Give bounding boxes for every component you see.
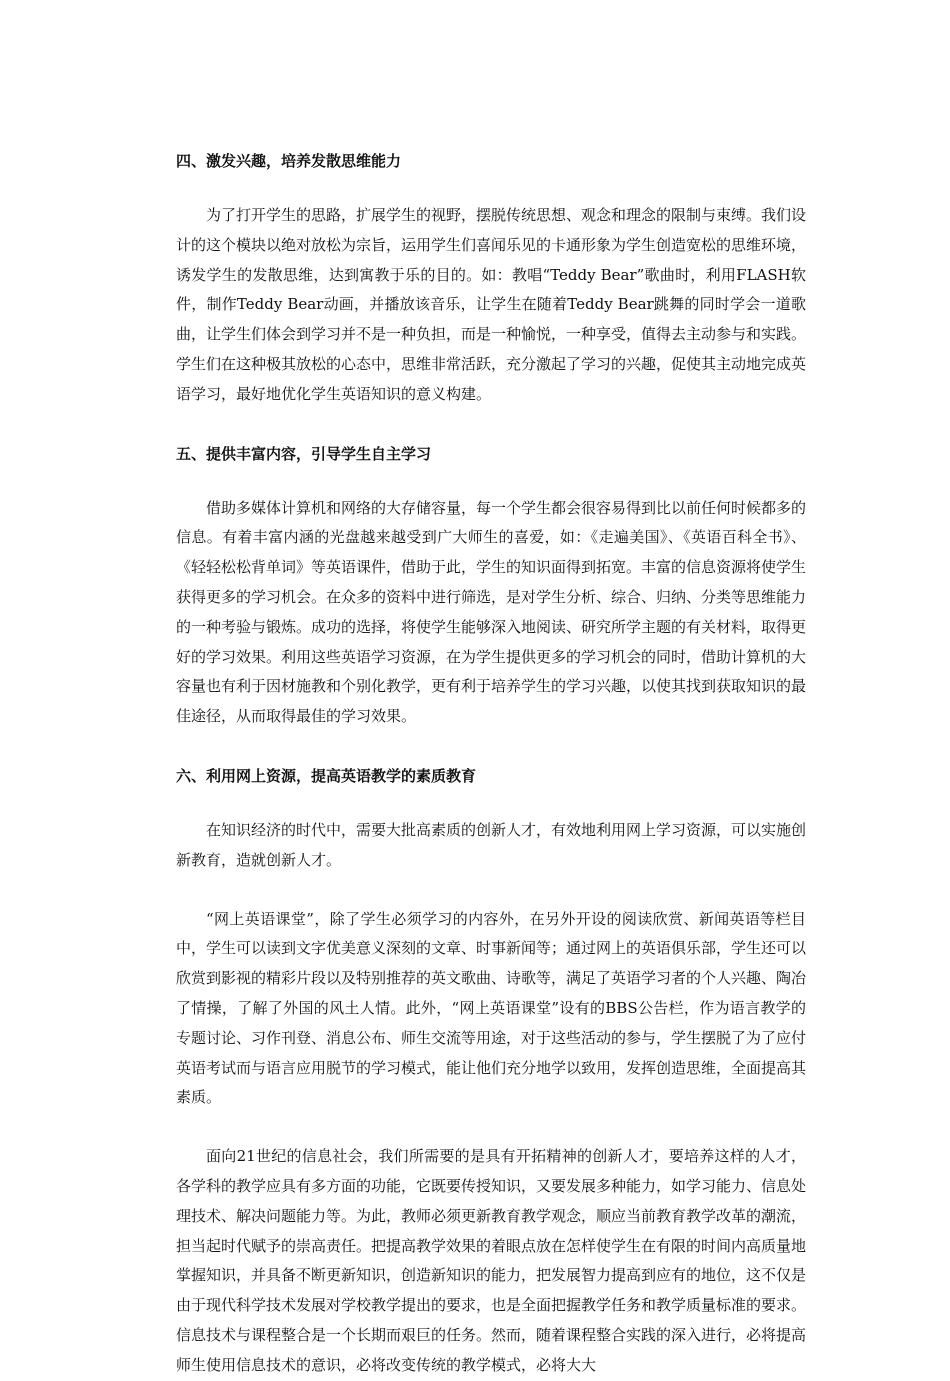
section-6-paragraph-1: 在知识经济的时代中，需要大批高素质的创新人才，有效地利用网上学习资源，可以实施创新教育，造就创新人才。: [176, 820, 807, 869]
section-6-paragraph-3: 面向21世纪的信息社会，我们所需要的是具有开拓精神的创新人才，要培养这样的人才，各学科的教学应具有多方面的功能，它既要传授知识，又要发展多种能力，如学习能力、信息处理技术、解决问题能力等。为此，教师必须更新教育教学观念，顺应当前教育教学改革的潮流，担当起时代赋予的崇高责任。把提高教学效果的着眼点放在怎样使学生在有限的时间内高质量地掌握知识，并具备不断更新知识，创造新知识的能力，把发展智力提高到应有的地位，这不仅是由于现代科学技术发展对学校教学提出的要求，也是全面把握教学任务和教学质量标准的要求。信息技术与课程整合是一个长期而艰巨的任务。然而，随着课程整合实践的深入进行，必将提高师生使用信息技术的意识，必将改变传统的教学模式，必将大大: [176, 1147, 807, 1374]
section-4-paragraph-1: 为了打开学生的思路，扩展学生的视野，摆脱传统思想、观念和理念的限制与束缚。我们设计的这个模块以绝对放松为宗旨，运用学生们喜闻乐见的卡通形象为学生创造宽松的思维环境，诱发学生的发散思维，达到寓教于乐的目的。如：教唱“Teddy Bear”歌曲时，利用FLASH软件，制作Teddy Bear动画，并播放该音乐，让学生在随着Teddy Bear跳舞的同时学会一道歌曲，让学生们体会到学习并不是一种负担，而是一种愉悦，一种享受，值得去主动参与和实践。学生们在这种极其放松的心态中，思维非常活跃，充分激起了学习的兴趣，促使其主动地完成英语学习，最好地优化学生英语知识的意义构建。: [176, 206, 807, 403]
section-heading-6: 六、利用网上资源，提高英语教学的素质教育: [176, 766, 477, 785]
section-heading-5: 五、提供丰富内容，引导学生自主学习: [176, 444, 432, 463]
document-body: [176, 146, 806, 1381]
section-6-paragraph-2: “网上英语课堂”，除了学生必须学习的内容外，在另外开设的阅读欣赏、新闻英语等栏目中，学生可以读到文字优美意义深刻的文章、时事新闻等；通过网上的英语俱乐部，学生还可以欣赏到影视的精彩片段以及特别推荐的英文歌曲、诗歌等，满足了英语学习者的个人兴趣、陶冶了情操，了解了外国的风土人情。此外，“网上英语课堂”设有的BBS公告栏，作为语言教学的专题讨论、习作刊登、消息公布、师生交流等用途，对于这些活动的参与，学生摆脱了为了应付英语考试而与语言应用脱节的学习模式，能让他们充分地学以致用，发挥创造思维，全面提高其素质。: [176, 909, 807, 1107]
section-5-paragraph-1: 借助多媒体计算机和网络的大存储容量，每一个学生都会很容易得到比以前任何时候都多的信息。有着丰富内涵的光盘越来越受到广大师生的喜爱，如：《走遍美国》、《英语百科全书》、《轻轻松松背单词》等英语课件，借助于此，学生的知识面得到拓宽。丰富的信息资源将使学生获得更多的学习机会。在众多的资料中进行筛选，是对学生分析、综合、归纳、分类等思维能力的一种考验与锻炼。成功的选择，将使学生能够深入地阅读、研究所学主题的有关材料，取得更好的学习效果。利用这些英语学习资源，在为学生提供更多的学习机会的同时，借助计算机的大容量也有利于因材施教和个别化教学，更有利于培养学生的学习兴趣，以使其找到获取知识的最佳途径，从而取得最佳的学习效果。: [176, 498, 807, 726]
section-heading-4: 四、激发兴趣，培养发散思维能力: [176, 152, 402, 170]
